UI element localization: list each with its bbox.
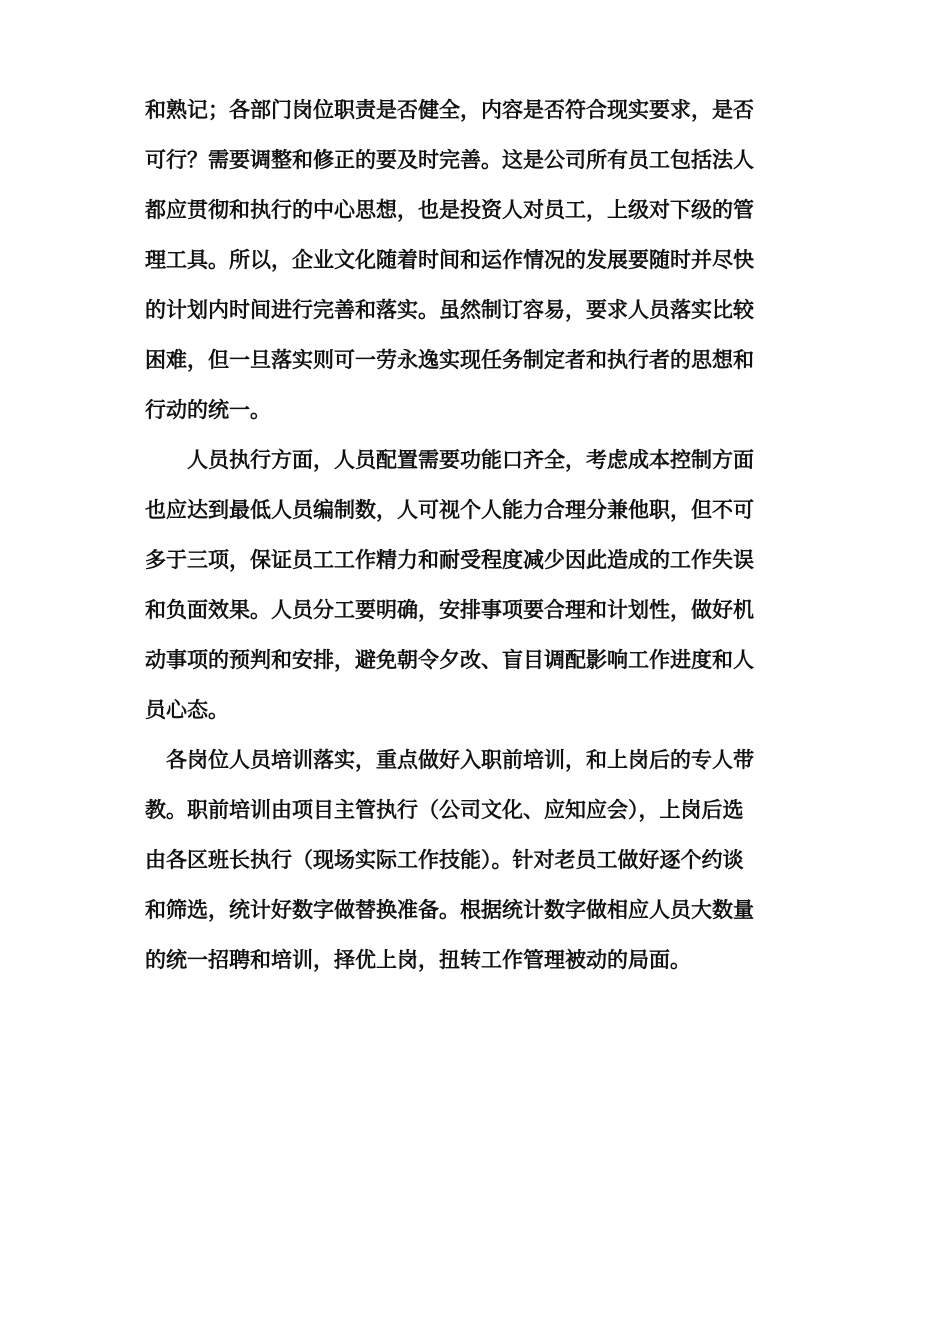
- text-line: 和筛选，统计好数字做替换准备。根据统计数字做相应人员大数量: [145, 897, 754, 922]
- text-line: 都应贯彻和执行的中心思想，也是投资人对员工，上级对下级的管: [145, 197, 754, 222]
- text-line: 行动的统一。: [145, 397, 271, 422]
- text-line: 困难，但一旦落实则可一劳永逸实现任务制定者和执行者的思想和: [145, 347, 754, 372]
- text-line: 和熟记；各部门岗位职责是否健全，内容是否符合现实要求，是否: [145, 97, 754, 122]
- text-line: 员心态。: [145, 697, 229, 722]
- paragraph-first-line: 各岗位人员培训落实，重点做好入职前培训，和上岗后的专人带: [166, 747, 754, 772]
- text-line: 由各区班长执行（现场实际工作技能）。针对老员工做好逐个约谈: [145, 847, 744, 872]
- text-line: 也应达到最低人员编制数，人可视个人能力合理分兼他职，但不可: [145, 497, 754, 522]
- text-line: 和负面效果。人员分工要明确，安排事项要合理和计划性，做好机: [145, 597, 754, 622]
- text-line: 理工具。所以，企业文化随着时间和运作情况的发展要随时并尽快: [145, 247, 754, 272]
- text-line: 多于三项，保证员工工作精力和耐受程度减少因此造成的工作失误: [145, 547, 754, 572]
- text-line: 可行？需要调整和修正的要及时完善。这是公司所有员工包括法人: [145, 147, 754, 172]
- text-line: 动事项的预判和安排，避免朝令夕改、盲目调配影响工作进度和人: [145, 647, 754, 672]
- text-line: 的统一招聘和培训，择优上岗，扭转工作管理被动的局面。: [145, 947, 691, 972]
- text-line: 教。职前培训由项目主管执行（公司文化、应知应会），上岗后选: [145, 797, 744, 822]
- text-line: 的计划内时间进行完善和落实。虽然制订容易，要求人员落实比较: [145, 297, 754, 322]
- paragraph-first-line: 人员执行方面，人员配置需要功能口齐全，考虑成本控制方面: [187, 447, 754, 472]
